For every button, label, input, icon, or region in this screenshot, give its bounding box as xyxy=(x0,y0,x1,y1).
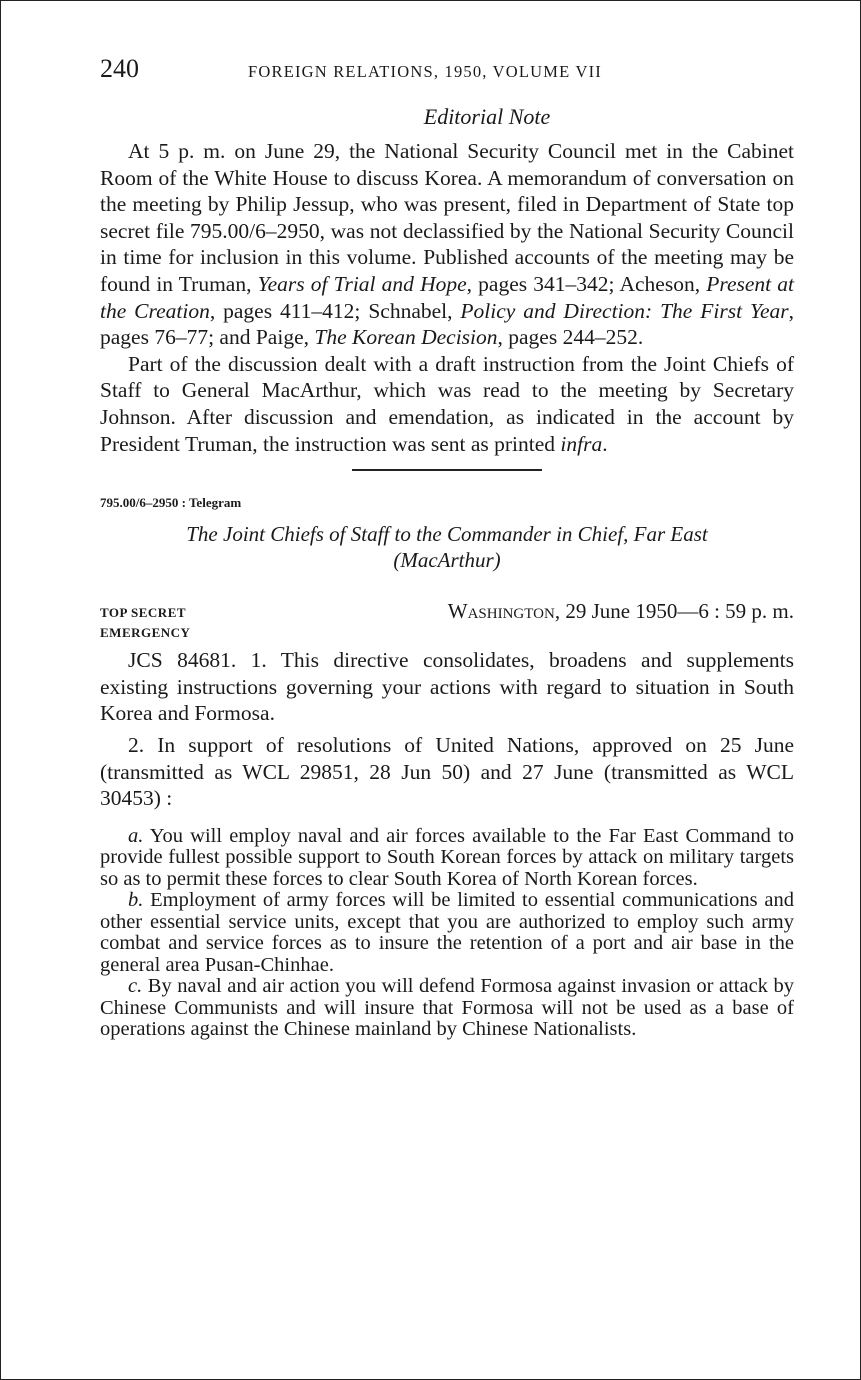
page-number: 240 xyxy=(100,54,139,83)
italic-title-run: Years of Trial and Hope xyxy=(257,271,467,296)
subparagraph-c-label: c. xyxy=(128,975,143,998)
subparagraph-a-text: You will employ naval and air forces available to the Far East Command to provide fullest possible support to South Korean forces by attack on military targets so as to permit these forces to clear South Korea of North Korean forces. xyxy=(100,824,794,890)
document-title-line-2: (MacArthur) xyxy=(393,548,501,573)
subparagraph-b-text: Employment of army forces will be limited to essential communications and other essential service units, except that you are authorized to employ such army combat and service forces as to insure the retention of a port and air base in the general area Pusan-Chinhae. xyxy=(100,889,794,976)
subparagraph-b xyxy=(100,890,794,976)
text-run: At 5 p. m. on June 29, the National Security Council met in the Cabinet Room of the White House to discuss Korea. A memorandum of conversation on the meeting by Philip Jessup, who was present, filed in Department of State top secret file 795.00/6–2950, was not declassified by the National Security Council in time for inclusion in this volume. Published accounts of the meeting may be found in Truman, xyxy=(100,139,794,296)
subparagraph-c-text: By naval and air action you will defend Formosa against invasion or attack by Chinese Communists and will insure that Formosa will not be used as a base of operations against the Chinese mainland by Chinese Nationalists. xyxy=(100,975,794,1041)
italic-title-run: Present at the Creation xyxy=(100,271,795,323)
text-run: . xyxy=(602,431,608,456)
text-run: , pages 341–342; Acheson, xyxy=(466,271,707,296)
document-page xyxy=(100,52,794,1041)
telegram-paragraph-1: JCS 84681. 1. This directive consolidates, broadens and supplements existing instructions governing your actions with regard to situation in South Korea and Formosa. xyxy=(100,648,794,725)
text-run: Part of the discussion dealt with a draft instruction from the Joint Chiefs of Staff to General MacArthur, which was read to the meeting by Secretary Johnson. After discussion and emendation, as indicated in the account by President Truman, the instruction was sent as printed xyxy=(100,351,794,456)
text-run: , pages 411–412; Schnabel, xyxy=(209,298,461,323)
subparagraph-b-label: b. xyxy=(128,889,144,912)
running-title: FOREIGN RELATIONS, 1950, VOLUME VII xyxy=(248,62,602,81)
telegram-header xyxy=(100,599,794,623)
dateline xyxy=(448,599,794,624)
document-title xyxy=(100,521,794,573)
subparagraph-a-label: a. xyxy=(128,824,144,847)
text-run: , pages 244–252. xyxy=(497,325,644,350)
running-head xyxy=(100,52,794,86)
classification-label: TOP SECRET xyxy=(100,605,187,621)
italic-title-run: Policy and Direction: The First Year xyxy=(460,298,789,323)
dateline-date: 29 June 1950—6 : 59 p. m. xyxy=(565,599,794,624)
telegram-paragraph-2: 2. In support of resolutions of United Nations, approved on 25 June (transmitted as WCL 29851, 28 Jun 50) and 27 June (transmitted as WCL 30453) : xyxy=(100,733,794,811)
subparagraph-a xyxy=(100,826,794,891)
editorial-paragraph-1 xyxy=(100,138,794,351)
document-title-line-1: The Joint Chiefs of Staff to the Commander in Chief, Far East xyxy=(186,522,708,547)
file-reference: 795.00/6–2950 : Telegram xyxy=(100,495,242,511)
text-run: , pages 76–77; and Paige, xyxy=(100,298,794,350)
editorial-paragraph-2 xyxy=(100,351,794,457)
handling-label: EMERGENCY xyxy=(100,625,191,641)
italic-title-run: The Korean Decision xyxy=(314,325,498,350)
section-divider xyxy=(352,469,542,471)
subparagraph-c xyxy=(100,976,794,1041)
dateline-place: Washington, xyxy=(447,599,561,624)
italic-title-run: infra xyxy=(560,431,603,456)
editorial-note-title: Editorial Note xyxy=(423,104,551,129)
